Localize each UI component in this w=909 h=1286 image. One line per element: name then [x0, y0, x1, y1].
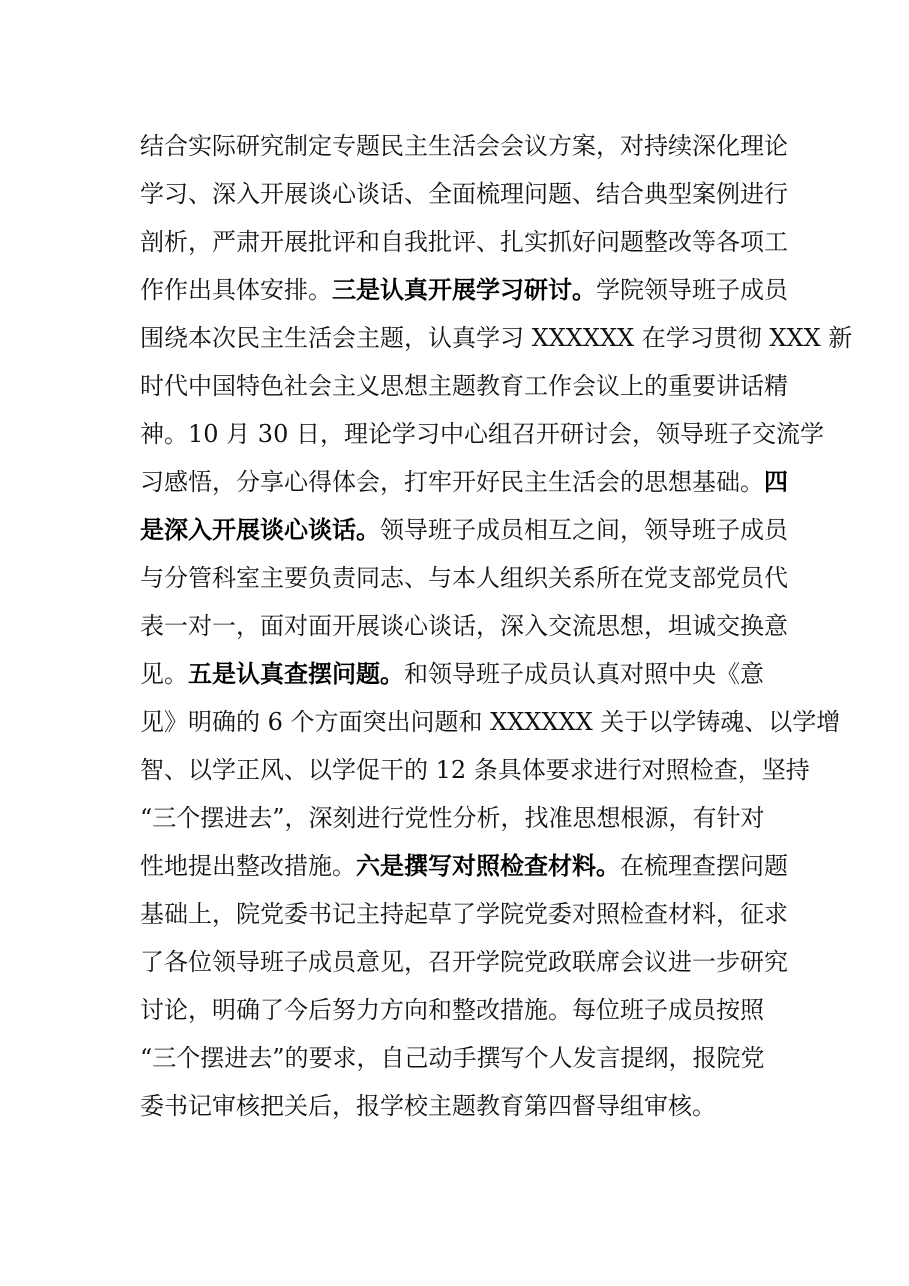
- text-line: [140, 458, 788, 506]
- text-line: [140, 122, 788, 170]
- text-line: [140, 266, 788, 314]
- text-segment: 见。: [140, 660, 188, 688]
- text-line: [140, 890, 788, 938]
- bold-heading-segment: 四: [764, 468, 788, 496]
- text-segment: 剖析，严肃开展批评和自我批评、扎实抓好问题整改等各项工: [140, 228, 788, 256]
- text-segment: 了各位领导班子成员意见，召开学院党政联席会议进一步研究: [140, 948, 788, 976]
- bold-heading-segment: 是深入开展谈心谈话。: [140, 516, 380, 544]
- text-segment: 委书记审核把关后，报学校主题教育第四督导组审核。: [140, 1092, 716, 1120]
- text-line: [140, 938, 788, 986]
- text-segment: 学院领导班子成员: [596, 276, 788, 304]
- text-line: [140, 842, 788, 890]
- bold-heading-segment: 六是撰写对照检查材料。: [356, 852, 620, 880]
- bold-heading-segment: 五是认真查摆问题。: [188, 660, 404, 688]
- text-segment: 作作出具体安排。: [140, 276, 332, 304]
- text-line: [140, 650, 780, 698]
- text-segment: “三个摆进去”，深刻进行党性分析，找准思想根源，有针对: [140, 804, 765, 832]
- text-line: [140, 602, 788, 650]
- text-segment: 围绕本次民主生活会主题，认真学习 XXXXXX 在学习贯彻 XXX 新: [140, 324, 853, 352]
- bold-heading-segment: 三是认真开展学习研讨。: [332, 276, 596, 304]
- text-segment: 时代中国特色社会主义思想主题教育工作会议上的重要讲话精: [140, 372, 788, 400]
- text-segment: 领导班子成员相互之间，领导班子成员: [380, 516, 788, 544]
- text-segment: 见》明确的 6 个方面突出问题和 XXXXXX 关于以学铸魂、以学增: [140, 708, 841, 736]
- text-segment: 讨论，明确了今后努力方向和整改措施。每位班子成员按照: [140, 996, 764, 1024]
- text-line: [140, 1034, 780, 1082]
- text-segment: 神。10 月 30 日，理论学习中心组召开研讨会，领导班子交流学: [140, 420, 824, 448]
- body-text: [140, 122, 853, 1130]
- text-segment: 基础上，院党委书记主持起草了学院党委对照检查材料，征求: [140, 900, 788, 928]
- text-segment: 结合实际研究制定专题民主生活会会议方案，对持续深化理论: [140, 132, 788, 160]
- text-line: [140, 314, 853, 362]
- text-line: [140, 410, 824, 458]
- text-line: [140, 986, 780, 1034]
- text-line: [140, 554, 788, 602]
- text-segment: 性地提出整改措施。: [140, 852, 356, 880]
- text-line: [140, 506, 788, 554]
- text-segment: 表一对一，面对面开展谈心谈话，深入交流思想，坦诚交换意: [140, 612, 788, 640]
- text-segment: 在梳理查摆问题: [620, 852, 788, 880]
- text-segment: 学习、深入开展谈心谈话、全面梳理问题、结合典型案例进行: [140, 180, 788, 208]
- text-segment: “三个摆进去”的要求，自己动手撰写个人发言提纲，报院党: [140, 1044, 765, 1072]
- text-segment: 与分管科室主要负责同志、与本人组织关系所在党支部党员代: [140, 564, 788, 592]
- text-line: [140, 794, 780, 842]
- text-segment: 智、以学正风、以学促干的 12 条具体要求进行对照检查，坚持: [140, 756, 810, 784]
- text-line: [140, 1082, 780, 1130]
- text-line: [140, 698, 841, 746]
- text-line: [140, 362, 788, 410]
- text-line: [140, 218, 788, 266]
- text-line: [140, 746, 810, 794]
- text-segment: 和领导班子成员认真对照中央《意: [404, 660, 764, 688]
- text-segment: 习感悟，分享心得体会，打牢开好民主生活会的思想基础。: [140, 468, 764, 496]
- text-line: [140, 170, 788, 218]
